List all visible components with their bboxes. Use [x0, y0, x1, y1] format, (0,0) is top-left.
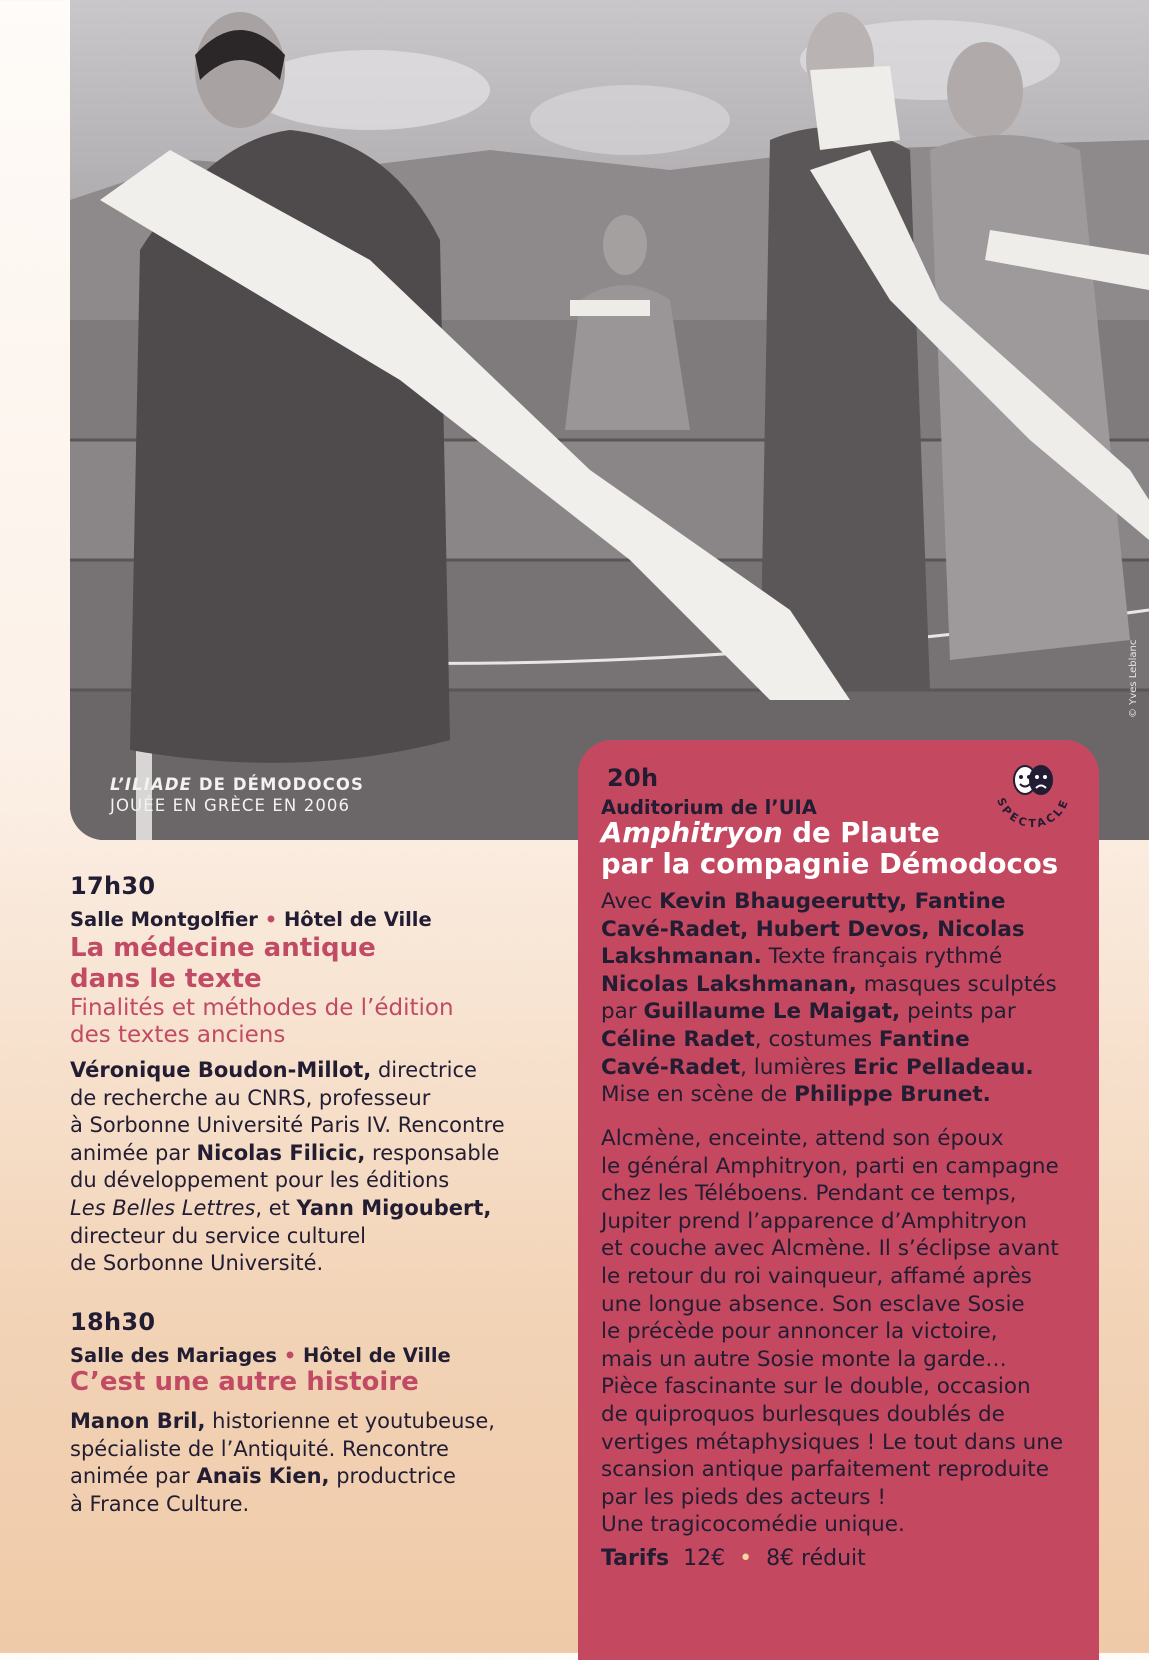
synopsis-line: Jupiter prend l’apparence d’Amphitryon	[601, 1208, 1027, 1234]
synopsis-line: le général Amphitryon, parti en campagne	[601, 1153, 1059, 1179]
hero-photo	[70, 0, 1149, 840]
price-reduced: 8€ réduit	[766, 1546, 866, 1571]
photo-caption-subtitle: JOUÉE EN GRÈCE EN 2006	[110, 796, 351, 815]
event-venue: Salle des Mariages • Hôtel de Ville	[70, 1344, 451, 1367]
credit-name: Guillaume Le Maigat,	[643, 999, 901, 1025]
credit-text: Mise en scène de	[601, 1082, 795, 1108]
spectacle-badge	[986, 750, 1080, 844]
synopsis-line: vertiges métaphysiques ! Le tout dans une	[601, 1429, 1064, 1455]
credit-text: , lumières	[740, 1054, 854, 1080]
synopsis-line: Pièce fascinante sur le double, occasion	[601, 1374, 1031, 1400]
event-subtitle: Finalités et méthodes de l’édition des textes anciens	[70, 995, 454, 1048]
synopsis-line: Une tragicocomédie unique.	[601, 1512, 905, 1538]
event-1730	[70, 872, 550, 1278]
synopsis-line: scansion antique parfaitement reproduite	[601, 1457, 1049, 1483]
credit-text: par	[601, 999, 644, 1025]
credit-name: Cavé-Radet, Hubert Devos, Nicolas	[601, 916, 1025, 942]
photo-caption	[110, 774, 364, 816]
synopsis-line: et couche avec Alcmène. Il s’éclipse avant	[601, 1236, 1059, 1262]
credit-text: Texte français rythmé	[761, 944, 1003, 970]
synopsis-line: chez les Téléboens. Pendant ce temps,	[601, 1181, 1017, 1207]
credit-text: , costumes	[754, 1026, 879, 1052]
credit-name: Lakshmanan.	[601, 944, 762, 970]
synopsis-line: mais un autre Sosie monte la garde…	[601, 1346, 1007, 1372]
credit-name: Eric Pelladeau.	[853, 1054, 1034, 1080]
price-full: 12€	[683, 1546, 726, 1571]
credit-text: masques sculptés	[856, 971, 1057, 997]
event-title: Amphitryon de Plaute par la compagnie Démodocos	[601, 817, 1059, 880]
event-title: La médecine antique dans le texte	[70, 933, 376, 994]
credit-name: Céline Radet	[601, 1026, 755, 1052]
event-title: C’est une autre histoire	[70, 1367, 419, 1397]
synopsis-line: par les pieds des acteurs !	[601, 1484, 886, 1510]
event-description: Véronique Boudon-Millot, directrice de recherche au CNRS, professeur à Sorbonne Université Paris IV. Rencontre animée par Nicolas Filicic, responsable du développement pour les éditions Les Belles Lettres, et Yann Migoubert, directeur du service culturel de Sorbonne Université.	[70, 1058, 505, 1276]
synopsis-line: le précède pour annoncer la victoire,	[601, 1319, 998, 1345]
event-1830	[70, 1308, 550, 1518]
spectacle-label: SPECTACLE	[994, 795, 1072, 831]
synopsis-line: Alcmène, enceinte, attend son époux	[601, 1126, 1004, 1151]
credit-name: Philippe Brunet.	[794, 1082, 991, 1108]
event-venue: Salle Montgolfier • Hôtel de Ville	[70, 908, 432, 931]
hero-photo-illustration	[70, 0, 1149, 840]
event-20h-panel	[578, 740, 1099, 1660]
credit-name: Nicolas Lakshmanan,	[601, 971, 857, 997]
event-time: 17h30	[70, 872, 156, 900]
credit-name: Cavé-Radet	[601, 1054, 741, 1080]
synopsis-line: une longue absence. Son esclave Sosie	[601, 1291, 1025, 1317]
event-description: Manon Bril, historienne et youtubeuse, spécialiste de l’Antiquité. Rencontre animée par Anaïs Kien, productrice à France Culture.	[70, 1409, 495, 1516]
credit-name: Kevin Bhaugeerutty, Fantine	[659, 889, 1006, 914]
credit-text: peints par	[900, 999, 1016, 1025]
event-time: 18h30	[70, 1308, 156, 1336]
event-venue: Auditorium de l’UIA	[601, 796, 817, 819]
event-credits	[601, 888, 1081, 1109]
photo-caption-title: L’ILIADE DE DÉMODOCOS	[110, 775, 364, 794]
synopsis-line: de quiproquos burlesques doublés de	[601, 1401, 1005, 1427]
price-separator: •	[739, 1546, 753, 1571]
event-pricing: Tarifs 12€ • 8€ réduit	[601, 1546, 866, 1571]
event-synopsis	[601, 1125, 1091, 1539]
theatre-masks-icon	[1014, 766, 1052, 794]
photo-credit: © Yves Leblanc	[1128, 639, 1139, 718]
event-time: 20h	[607, 764, 659, 792]
credit-name: Fantine	[878, 1026, 970, 1052]
synopsis-line: le retour du roi vainqueur, affamé après	[601, 1263, 1032, 1289]
credit-text: Avec	[601, 889, 660, 914]
